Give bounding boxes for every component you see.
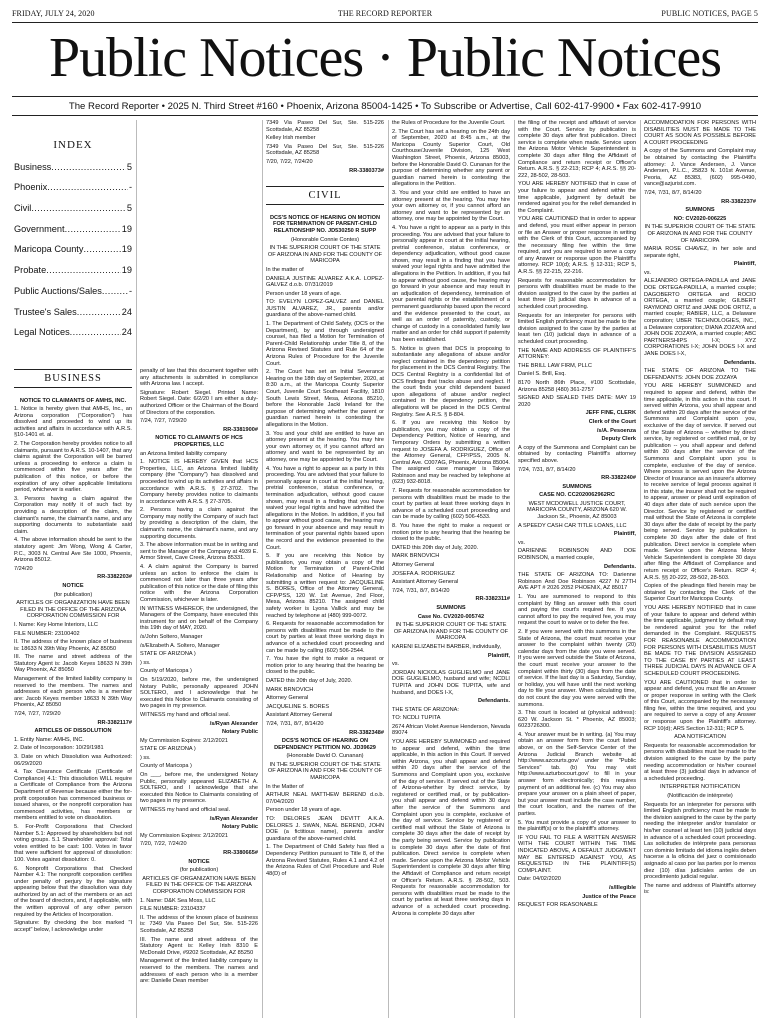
notice-paragraph: Management of the limited liability company is reserved to the members. The names and addresses of each person who is a member are: Danielle Dean member: [140, 958, 258, 985]
notice-reference: Plaintiff,: [487, 652, 510, 659]
notice-heading: SUMMONS: [685, 207, 715, 214]
notice-paragraph: REQUEST FOR REASONABLE: [518, 902, 598, 909]
notice-paragraph: IN THE SUPERIOR COURT OF THE STATE OF ARIZONA IN AND FOR THE COUNTY OF MARICOPA: [393, 622, 509, 642]
notice-paragraph: (Notificación de intérprete): [667, 793, 733, 799]
notice-reference: RR-3380373#: [349, 167, 384, 174]
notice-paragraph: YOU ARE HEREBY NOTIFIED that in case of your failure to appear and defend within the time applicable, judgment by default be rendered against you for the relief demanded in the Complaint.: [518, 181, 636, 214]
notice-paragraph: YOU ARE HEREBY NOTIFIED that in case of your failure to appear and defend within the time applicable, judgment by default may be rendered against you for the relief demanded in the Complaint. REQUESTS FOR REASONABLE ACCOMMODATION FOR PERSONS WITH DISABILITIES MUST BE MADE TO THE DIVISION ASSIGNED TO THE CASE BY PARTIES AT LEAST THREE JUDICIAL DAYS IN ADVANCE OF A SCHEDULED COURT PROCEEDING.: [644, 604, 756, 677]
column-2: [140, 120, 258, 1018]
index-page: 5: [126, 161, 132, 172]
notice-paragraph: ) ss.: [140, 659, 151, 666]
notice-paragraph: THE NAME AND ADDRESS OF PLAINTIFF'S ATTORNEY:: [518, 347, 636, 361]
column-divider: [388, 120, 389, 1018]
notice-paragraph: 2. The Court has set a hearing on the 24th day of September, 2020 at 8:45 a.m., at the Maricopa County Superior Court, Old Courthouse/Juvenile Division, 125 West Washington Street, Phoenix, Arizona 85003, before the Honorable David O. Cunanan for the purpose of determining whether any parent or guardian named herein is contesting the allegations in the Petition.: [392, 128, 510, 188]
index-leader: [77, 302, 121, 323]
notice-paragraph: 4. A claim against the Company is barred unless an action to enforce the claim is commenced not later than three years after publication of this notice or the date of filing this notice with the Arizona Corporation Commission, whichever is later.: [140, 564, 258, 603]
notice-reference: RR-3382240#: [601, 475, 636, 482]
top-header: [12, 9, 758, 23]
index-leader: [65, 219, 121, 240]
index-row: [14, 219, 132, 240]
index-label: Legal Notices: [14, 327, 70, 338]
index-label: Trustee's Sales: [14, 306, 77, 317]
notice-paragraph: IN THE SUPERIOR COURT OF THE STATE OF ARIZONA IN AND FOR THE COUNTY OF MARICOPA: [267, 245, 383, 265]
notice-paragraph: THE STATE OF ARIZONA:: [392, 706, 459, 713]
notice-paragraph: 3. You and your child are entitled to have an attorney present at the hearing. You may hire your own attorney or, if you cannot afford an attorney and want to be represented by an attorney, one may be appointed by the Court.: [392, 189, 510, 223]
column-divider: [514, 120, 515, 1018]
notice-paragraph: Copies of the pleadings filed herein may be obtained by contacting the Clerk of the Superior Court for Maricopa County.: [644, 583, 756, 603]
masthead-title: Public Notices · Public Notices: [48, 27, 721, 89]
notice-paragraph: THE STATE OF ARIZONA TO THE DEFENDANTS: JOHN DOE ZOZAYA: [644, 368, 756, 381]
issue-date: FRIDAY, JULY 24, 2020: [12, 9, 95, 18]
notice-paragraph: 7/24, 7/27, 7/29/20: [140, 418, 187, 425]
notice-paragraph: 7. Requests for reasonable accommodation for persons with disabilities must be made to the court by parties at least three working days in advance of a scheduled court proceeding and can be made by calling (602) 506-4533.: [392, 488, 510, 521]
notice-reference: RR-3382348#: [349, 729, 384, 736]
notice-paragraph: 1. The Department of Child Safety has filed a Dependency Petition pursuant to Title 8, of the Arizona Revised Statutes, Rules 4.1 and 4.2 of the Arizona Rules of Civil Procedure and Rule 48(D) of: [266, 844, 384, 877]
notice-paragraph: 4. You have a right to appear as a party in this proceeding. You are advised that your failure to personally appear in court at the initial hearing, pretrial conference, status conference, or termination adjudication, without good cause shown, may result in a finding that you have waived your legal rights and have admitted the allegations in the Motion. In addition, if you fail to appear without good cause, the hearing may go forward in your absence and may result in termination of your parental rights based upon the record and the evidence presented to the Court.: [266, 465, 384, 551]
index-label: Civil: [14, 203, 32, 213]
notice-paragraph: ALEJANDRO ORTEGA-PADILLA and JANE DOE ORTEGA-PADILLA, a married couple; DAGOBERTO ORTEGA and ROCIO ORTEGA, a married couple; GILBERT RAYMOND ORTIZ and JANE DOE ORTIZ, a married couple; RABIER, LLC, a Delaware corporation; UBER TECHNOLOGIES, INC., a Delaware corporation; DIANA ZOZAYA and JOHN DOE ZOZAYA, a married couple; ABC PARTNERSHIPS I-X; XYZ CORPORATIONS I-X; JOHN DOES I-X and JANE DOES I-X,: [644, 278, 756, 357]
notice-paragraph: On 5/19/2020, before me, the undersigned Notary Public, personally appeared JOHN SOLTERO, and I acknowledge that he executed this Notice to Claimants consisting of two pages in my presence.: [140, 676, 258, 710]
notice-paragraph: 2. Persons having a claim against the Company may notify the Company of such fact by providing a description of the claim, the claimant's name, the claimant's name, and any supporting documents.: [140, 507, 258, 540]
notice-paragraph: 3. The above information must be in writing and sent to the Manager of the Company at 4939 E. Armor Street, Cave Creek, Arizona 85331.: [140, 542, 258, 562]
notice-reference: RR-3382117#: [97, 719, 132, 726]
notice-heading: NO: CV2020-006225: [673, 215, 727, 222]
index-label: Public Auctions/Sales: [14, 285, 102, 296]
notice-heading: SUMMONS: [562, 483, 592, 490]
notice-paragraph: Requests for reasonable accommodation for persons with disabilities must be made to the division assigned to the case by the party needing accommodation or his/her counsel at least three (3) judicial days in advance of a scheduled proceeding.: [644, 742, 756, 782]
notice-paragraph: ARTHUR NEAL MATTHEW BEREND d.o.b. 07/04/2020: [266, 792, 384, 805]
notice-paragraph: 7/24, 7/31, 8/7, 8/14/20: [644, 189, 702, 196]
notice-paragraph: Attorney General: [392, 562, 435, 568]
notice-paragraph: (for publication): [53, 591, 93, 598]
notice-paragraph: JORDAN NICKOLAS GUGLIELMO and JANE DOE GUGLIELMO, husband and wife; NCDLI TUPITA and JOHN DOE TUPITA, wife and husband, and DOES I-X,: [392, 669, 510, 696]
notice-reference: /s/Ryan Alexander: [209, 720, 258, 727]
notice-paragraph: In the matter of: [266, 266, 304, 273]
notice-paragraph: Requests for an interpreter for persons with limited English proficiency must be made to the division assigned to the case by the parties at least ten (10) judicial days in advance of a scheduled court proceeding.: [518, 312, 636, 345]
notice-paragraph: II. The address of the known place of business is: 18633 N 39th Way Phoenix, AZ 85050: [14, 639, 132, 652]
notice-paragraph: TO: DELORES JEAN DEVITT A.K.A. DELORES J. SWAN, NEAL BEREND, JOHN DOE (a fictitious name), parents and/or guardians of the above-named child.: [266, 816, 384, 842]
notice-paragraph: A copy of the Summons and Complaint may be obtained by contacting the Plaintiff's attorney: J. Vance Andersen, J. Vance Andersen, P.L.C., 25823 N. 101st Avenue, Peoria, AZ 85383, (602) 995-0490, vance@azjurist.com.: [644, 148, 756, 188]
notice-paragraph: MARIA ROSE CHAVEZ, in her sole and separate right,: [644, 246, 756, 259]
notice-reference: RR-3382237#: [721, 198, 756, 205]
notice-heading: NOTICE TO CLAIMANTS OF AMHS, INC.: [19, 397, 127, 404]
notice-reference: Defendants.: [723, 359, 756, 366]
notice-paragraph: 2674 African Violet Avenue Henderson, Nevada 89074: [392, 723, 510, 737]
notice-paragraph: WITNESS my hand and official seal.: [140, 807, 231, 814]
column-1-text: [14, 398, 132, 934]
notice-paragraph: (Honorable Connie Contes): [290, 236, 360, 243]
notice-paragraph: DANIELA JUSTINE ALVAREZ A.K.A. LOPEZ-GALVEZ d.o.b. 07/31/2019: [266, 275, 384, 289]
index-leader: [102, 281, 128, 302]
notice-paragraph: 7/20, 7/22, 7/24/20: [266, 158, 313, 165]
notice-paragraph: 8. You have the right to make a request or motion prior to any hearing that the hearing be closed to the public.: [392, 523, 510, 543]
masthead-rule-top: [12, 96, 758, 97]
index-row: [14, 239, 132, 260]
notice-paragraph: WEST MCDOWELL JUSTICE COURT, MARICOPA COUNTY, ARIZONA 620 W. Jackson St., Phoenix, AZ 85003: [527, 500, 627, 521]
column-3-text: [266, 215, 384, 878]
notice-paragraph: In the Matter of: [266, 783, 304, 790]
column-divider: [262, 120, 263, 1018]
notice-paragraph: A SPEEDY CASH CAR TITLE LOANS, LLC: [518, 522, 627, 529]
index-page: 19: [121, 223, 132, 234]
notice-paragraph: /s/Elizabeth A. Soltero, Manager: [140, 642, 220, 649]
index-row: [14, 281, 132, 302]
notice-paragraph: ARTICLES OF ORGANIZATION HAVE BEEN FILED IN THE OFFICE OF THE ARIZONA CORPORATION COMMISSION FOR: [142, 875, 256, 895]
notice-paragraph: FILE NUMBER: 23104337: [140, 906, 206, 913]
notice-paragraph: penalty of law that this document together with any attachments is submitted in compliance with Arizona law. I accept.: [140, 368, 258, 388]
notice-heading: DCS'S NOTICE OF HEARING ON MOTION FOR TERMINATION OF PARENT-CHILD RELATIONSHIP NO. JD530250 R SUPP: [269, 214, 381, 234]
notice-paragraph: INTERPRETER NOTIFICATION: [659, 784, 741, 791]
notice-paragraph: III. The name and street address of the Statutory Agent is: Kelley Irish 8310 E McDonald Drive, #9202 Scottsdale, AZ 85250: [140, 936, 258, 956]
notice-paragraph: 6. If you are receiving this Notice by publication, you may obtain a copy of the Dependency Petition, Notice of Hearing, and Temporary Orders by submitting a written request to JOSEFA A. RODRIGUEZ, Office of the Attorney General, CFP/PSS, 2005 N. Central Ave. C007AG, Phoenix, Arizona 85004. The assigned case manager is Takeya Robinson and may be reached by telephone at (623) 932-8018.: [392, 420, 510, 486]
notice-paragraph: Management of the limited liability company is reserved to the members. The names and addresses of each person who is a member are: Jacob Keyes member 18633 N 39th Way Phoenix, AZ 85050: [14, 676, 132, 709]
notice-paragraph: Requests for reasonable accommodation for persons with disabilities must be made to the division assigned to the case by the parties at least three (3) judicial days in advance of a scheduled court proceeding.: [518, 277, 636, 311]
notice-paragraph: I. Name: Key Home Interiors, LLC: [14, 621, 98, 628]
index-title: INDEX: [53, 139, 93, 151]
notice-paragraph: MARK BRNOVICH: [266, 686, 314, 693]
notice-heading: NOTICE: [188, 858, 210, 865]
section-business: BUSINESS: [14, 369, 132, 388]
notice-paragraph: Attorney General: [266, 695, 309, 702]
notice-paragraph: (Honorable David O. Cunanan): [286, 753, 364, 760]
notice-paragraph: 1. NOTICE IS HEREBY GIVEN that HCS Properties, LLC, an Arizona limited liability company (the "Company") has dissolved and proceeded to wind up its activities and affairs in accordance with A.R.S. § 27-3702. The Company hereby provides notice to claimants in accordance with A.R.S. § 27-3705.: [140, 459, 258, 505]
notice-reference: RR-3381900#: [223, 426, 258, 433]
notice-paragraph: The name and address of Plaintiff's attorney is:: [644, 882, 756, 896]
notice-paragraph: ARTICLES OF ORGANIZATION HAVE BEEN FILED IN THE OFFICE OF THE ARIZONA CORPORATION COMMISSION FOR: [16, 600, 130, 620]
notice-paragraph: KARENI ELIZABETH BARBER, individually,: [392, 643, 502, 650]
notice-paragraph: 2. Date of Incorporation: 10/29/1981: [14, 745, 104, 752]
contact-strip: The Record Reporter • 2025 N. Third Street #160 • Phoenix, Arizona 85004-1425 • To Subscribe or Advertise, Call 602-417-9900 • Fax 602-417-9910: [68, 101, 702, 112]
index-leader: [51, 157, 126, 178]
notice-paragraph: vs.: [644, 269, 652, 276]
index-label: Government: [14, 223, 65, 234]
index-label: Business: [14, 161, 52, 172]
notice-reference: Notary Public: [221, 824, 258, 831]
notice-paragraph: 1. You are summoned to respond to this complaint by filing an answer with this court and paying the court's required fee. If you cannot afford to pay the required fee, you may request the court to waive or to defer the fee.: [518, 594, 636, 627]
index-list: [14, 157, 132, 343]
notice-paragraph: STATE OF ARIZONA ): [140, 651, 196, 658]
notice-paragraph: Assistant Attorney General: [392, 579, 459, 586]
notice-paragraph: 7349 Via Paseo Del Sur, Ste. 515-226 Scottsdale, AZ 85258: [266, 143, 384, 157]
notice-paragraph: II. The address of the known place of business is: 7349 Via Paseo Del Sur, Ste. 515-226 Scottsdale, AZ 85258: [140, 914, 258, 934]
notice-paragraph: 2. The Court has set an Initial Severance Hearing on the 18th day of September, 2020, at 8:30 a.m., at the Maricopa County Superior Court, Juvenile Court Southeast Facility, 1810 South Lewis Street, Mesa, Arizona 85210, before the Honorable Jacki Ireland for the purpose of determining whether the parent or guardian named herein is contesting the allegations in the Motion.: [266, 369, 384, 428]
index-row: [14, 157, 132, 178]
notice-paragraph: THE BRILL LAW FIRM, PLLC: [518, 362, 592, 369]
notice-paragraph: My Commission Expires: 2/12/2021: [140, 737, 228, 744]
notice-reference: RR-3380665#: [223, 850, 258, 856]
column-divider: [136, 120, 137, 1018]
header-rule: [12, 22, 758, 23]
column-3-top-text: [266, 120, 384, 174]
notice-paragraph: an Arizona limited liability company: [140, 450, 227, 457]
index-label: Maricopa County: [14, 244, 84, 255]
index-label: Probate: [14, 265, 47, 276]
notice-reference: Justice of the Peace: [582, 893, 636, 900]
notice-reference: RR-3382311#: [475, 596, 510, 603]
notice-reference: Defendants.: [603, 563, 636, 570]
notice-paragraph: 7/24, 7/31, 8/7, 8/14/20: [392, 587, 450, 594]
notice-paragraph: 1. The Department of Child Safety, (DCS or the Department), by and through undersigned counsel, has filed a Motion for Termination of Parent-Child Relationship under Title 8, of the Arizona Revised Statutes and Rule 64 of the Arizona Rules of Procedure for the Juvenile Court.: [266, 321, 384, 367]
notice-paragraph: On ___, before me, the undersigned Notary Public, personally appeared ELIZABETH A. SOLTERO, and I acknowledge that she executed this Notice to Claimants consisting of two pages in my presence.: [140, 772, 258, 805]
notice-paragraph: WITNESS my hand and official seal.: [140, 711, 231, 718]
notice-reference: Deputy Clerk: [601, 436, 636, 443]
notice-paragraph: IN THE SUPERIOR COURT OF THE STATE OF ARIZONA IN AND FOR THE COUNTY OF MARICOPA: [267, 761, 383, 782]
notice-reference: /s/Ryan Alexander: [209, 815, 258, 822]
index-page: 24: [121, 306, 132, 317]
notice-paragraph: Person under 18 years of age.: [266, 290, 342, 297]
notice-paragraph: 7. You have the right to make a request or motion prior to any hearing that the hearing be closed to the public.: [266, 656, 384, 676]
notice-paragraph: /s/John Soltero, Manager: [140, 633, 203, 640]
notice-paragraph: IF YOU FAIL TO FILE A WRITTEN ANSWER WITH THE COURT WITHIN THE TIME INDICATED ABOVE, A DEFAULT JUDGMENT MAY BE ENTERED AGAINST YOU, AS REQUESTED IN THE PLAINTIFF(S) COMPLAINT.: [518, 834, 636, 874]
notice-paragraph: Signature: Robert Siegel. Printed Name: Robert Siegel. Date: 6/2/20 I am either a duly-authorized Officer or the Chairman of the Board of Directors of the corporation.: [140, 389, 258, 416]
notice-heading: DCS'S NOTICE OF HEARING ON DEPENDENCY PETITION NO. JD39629: [274, 738, 376, 751]
index-row: [14, 322, 132, 343]
notice-paragraph: Daniel S. Brill, Esq.: [518, 371, 566, 378]
column-5: [518, 120, 636, 1018]
notice-paragraph: DATED this 20th day of July, 2020.: [392, 544, 479, 551]
notice-heading: NOTICE: [62, 582, 84, 589]
notice-reference: /s/A. Pesoenza: [596, 427, 636, 434]
notice-reference: Defendants.: [477, 698, 510, 705]
notice-paragraph: III. The name and street address of the Statutory Agent is: Jacob Keyes 18633 N 39th Way Phoenix, AZ 85050: [14, 654, 132, 674]
notice-paragraph: MARK BRNOVICH: [392, 553, 440, 560]
notice-paragraph: the filing of the receipt and affidavit of service with the Court. Service by publication is complete 30 days after first publication. Direct service is complete when made. Service upon the Arizona Motor Vehicle Superintendent is complete 30 days after filing the Affidavit of Compliance and return receipt or Officer's Return. A.R.S. § 22-213; RCP 4; A.R.S. §§ 20-222, 28-502, 28-503.: [518, 120, 636, 179]
notice-paragraph: SIGNED AND SEALED THIS DATE: MAY 19 2020: [518, 395, 636, 408]
notice-reference: Plaintiff,: [613, 531, 636, 538]
index-page: 19: [121, 265, 132, 276]
index-row: [14, 302, 132, 323]
notice-paragraph: 1. Entity Name: AMHS, INC.: [14, 736, 84, 743]
index-label: Phoenix: [14, 182, 48, 193]
notice-reference: Notary Public: [221, 729, 258, 736]
column-2-text: [140, 368, 258, 985]
notice-paragraph: (for publication): [179, 867, 219, 874]
column-6: [644, 120, 756, 1018]
notice-paragraph: 7/24/20: [14, 565, 33, 572]
notice-paragraph: 3. Date on which Dissolution was Authorized: 06/29/2020: [14, 754, 132, 767]
notice-heading: Case No. CV2020-005742: [417, 613, 485, 620]
column-3: [266, 120, 384, 1018]
notice-paragraph: THE STATE OF ARIZONA TO: Darienne Robinson And Doe Robinson 4227 N 27TH AVE APT # 2026 2052 PHOENIX, AZ 85017: [518, 572, 636, 592]
notice-paragraph: 7/24, 7/31, 8/7, 8/14/20: [518, 466, 576, 473]
notice-paragraph: YOU ARE HEREBY SUMMONED and required to appear and defend, within the time applicable, in this action in this court. If served within Arizona, you shall appear and defend within 20 days after the service of the Summons and Complaint upon you, exclusive of the day of service. If served out of the State of Arizona -- whether by direct service, by registered or certified mail, or by publication -- you shall appear and defend within 30 days after the service of the Summons and Complaint upon you is complete, exclusive of the day of service. Where process is served upon the Arizona Director of Insurance as an insurer's attorney to receive service of legal process against it in this state, the insurer shall not be required to appear, answer or plead until expiration of 40 days after date of such service upon the Director. Service by registered or certified mail without the State of Arizona is complete 30 days after the date of receipt by the party being served. Service by publication is complete 30 days after the date of first publication. Direct service is complete when made. Service upon the Arizona Motor Vehicle Superintendent is complete 30 days after filing the Affidavit of Compliance and return receipt or Officer's Return. RCP 4; A.R.S. §§ 20-222, 28-502, 28-503.: [644, 383, 756, 581]
notice-paragraph: 5. If you are receiving this Notice by publication, you may obtain a copy of the Motion for Termination of Parent-Child Relationship and Notice of Hearing by submitting a written request to: JACQUELINE S. BORES, Office of the Attorney General, CFP/PSS, 120 W. 1st Avenue, 2nd Floor, Mesa, Arizona 85210. The assigned child safety worker is Lyona Vallick and may be reached by telephone at (480) 999-0072.: [266, 553, 384, 619]
notice-paragraph: TO: EVELYN LOPEZ-GALVEZ and DANIEL JUSTIN ALVAREZ, JR., parents and/or guardians of the above-named child.: [266, 299, 384, 319]
notice-heading: NOTICE TO CLAIMANTS OF HCS PROPERTIES, LLC: [155, 435, 243, 448]
notice-paragraph: 3. Persons having a claim against the Corporation may notify it of such fact by providing a description of the claim, the claimant's name, the claimant's name, and any supporting documents to substantiate said claim.: [14, 495, 132, 535]
notice-paragraph: 7/24, 7/31, 8/7, 8/14/20: [266, 720, 324, 727]
column-4: [392, 120, 510, 1018]
notice-paragraph: 1. Notice is hereby given that AMHS, Inc., an Arizona corporation ("Corporation") has dissolved and proceeded to wind up its activities and affairs in accordance with A.R.S. §10-1401 et. al.: [14, 406, 132, 439]
notice-paragraph: ) ss.: [140, 754, 151, 761]
notice-reference: Clerk of the Court: [588, 418, 636, 425]
index-leader: [46, 260, 121, 281]
notice-paragraph: STATE OF ARIZONA ): [140, 746, 196, 753]
notice-paragraph: Signature: By checking the box marked "I accept" below, I acknowledge under: [14, 920, 132, 933]
notice-paragraph: Person under 18 years of age.: [266, 807, 342, 814]
notice-reference: /s/Illegible: [608, 884, 636, 891]
notice-paragraph: ACCOMMODATION FOR PERSONS WITH DISABILITIES MUST BE MADE TO THE COURT AS SOON AS POSSIBLE BEFORE A COURT PROCEEDING: [644, 120, 756, 146]
notice-paragraph: YOU ARE HEREBY SUMMONED and required to appear and defend, within the time applicable, in this action in this Court. If served within Arizona, you shall appear and defend within 20 days after the service of the Summons and Complaint upon you, exclusive of the day of service. If served out of the State of Arizona-whether by direct service, by registered or certified mail, or by publication-you shall appear and defend within 30 days after the service of the Summons and Complaint upon you is complete, exclusive of the day of service. Service by registered or certified mail without the State of Arizona is complete 30 days after the date of receipt by the party being served. Service by publication is complete 30 days after the date of first publication. Direct service is complete when made. Service upon the Arizona Motor Vehicle Superintendent is complete 30 days after filing the Affidavit of Compliance and return receipt or Officer's Return. A.R.S. § 28-502, 503. Requests for reasonable accommodation for persons with disabilities must be made to the court by parties at least three working days in advance of a scheduled court proceeding. Arizona is complete 30 days after: [392, 739, 510, 917]
notice-reference: Plaintiff,: [733, 261, 756, 268]
masthead-rule-bottom: [12, 115, 758, 116]
notice-paragraph: Date: 04/02/2020: [518, 876, 561, 883]
notice-paragraph: ADA NOTIFICATION: [674, 734, 726, 741]
notice-paragraph: YOU ARE CAUTIONED that in order to appear and defend, you must file an Answer or proper response in writing with the Clerk of this Court, accompanied by the necessary filing fee, within the time required, and you are required to serve a copy of any Answer or response upon the Plaintiff's attorney. RCP 10(d); ARS Section 12-311; RCP 5.: [644, 679, 756, 732]
column-4-text: [392, 120, 510, 917]
notice-paragraph: IN WITNESS WHEREOF, the undersigned, the Managers of the Company, have executed this instrument for and on behalf of the Company this 19th day of MAY, 2020.: [140, 605, 258, 632]
section-civil: CIVIL: [266, 186, 384, 205]
notice-paragraph: A copy of the Summons and Complaint can be obtained by contacting Plaintiff's attorney specified above.: [518, 444, 636, 464]
notice-paragraph: YOU ARE CAUTIONED that in order to appear and defend, you must either appear in person or file an Answer or proper response in writing with the Clerk of this Court, accompanied by the necessary filing fee within the time required, and you are required to serve a copy of any Answer or response upon the Plaintiff's attorney. RCP 10(d); A.R.S. § 12-311; RCP 5, A.R.S. §§ 22-215, 22-216.: [518, 216, 636, 276]
column-divider: [640, 120, 641, 1018]
notice-paragraph: 3. This court is located at (physical address): 620 W. Jackson St. * Phoenix, AZ 85003; 6023726300.: [518, 710, 636, 730]
notice-paragraph: JOSEFA A. RODRIGUEZ: [392, 570, 455, 577]
notice-paragraph: 4. Your answer must be in writing. (a) You may obtain an answer form from the court listed above, or on the Self-Service Center of the Arizona Judicial Branch website at http://www.azcourts.gov/ under the "Public Services" tab. (b) You may visit http://www.azturbocourt.gov/ to fill in your answer form electronically; this requires payment of an additional fee. (c) You may also prepare your answer on a plain sheet of paper, but your answer must include the case number, the court location, and the names of the parties.: [518, 731, 636, 817]
notice-paragraph: IN THE SUPERIOR COURT OF THE STATE OF ARIZONA IN AND FOR THE COUNTY OF MARICOPA: [644, 224, 756, 244]
notice-paragraph: Kelley Irish member: [266, 135, 316, 142]
notice-reference: JEFF FINE, CLERK: [585, 410, 636, 417]
paper-name: THE RECORD REPORTER: [337, 9, 433, 18]
index-page: 24: [121, 327, 132, 338]
index-page: 5: [126, 203, 132, 213]
notice-paragraph: 1. Name: D&K Sea Moss, LLC: [140, 897, 216, 904]
index-leader: [83, 239, 120, 260]
notice-heading: ARTICLES OF DISSOLUTION: [34, 728, 112, 735]
column-5-text: [518, 120, 636, 909]
notice-paragraph: 7349 Via Paseo Del Sur, Ste. 515-226 Scottsdale, AZ 85258: [266, 120, 384, 133]
notice-paragraph: My Commission Expires: 2/12/2021: [140, 832, 228, 839]
index-leader: [47, 177, 128, 198]
notice-paragraph: 5. For-Profit Corporations that Checked Number 5.1: Approved by shareholders but not voting groups. 5.1 Shareholder approval: Total votes entitled to be cast: 100. Votes in favor that were sufficient for approval of dissolution: 100. Votes against dissolution: 0.: [14, 823, 132, 863]
notice-paragraph: FILE NUMBER: 23100402: [14, 630, 80, 637]
column-6-text: [644, 120, 756, 896]
notice-paragraph: County of Maricopa ): [140, 763, 192, 770]
notice-paragraph: 6. Nonprofit Corporations that Checked Number 4.1: The nonprofit corporation certifies under penalty of perjury by the signature appearing below that the dissolution was duly authorized by an act of the members or an act of the board of directors, and, if applicable, with the written approval of any other person required by the Articles of Incorporation.: [14, 865, 132, 918]
column-1: [14, 120, 132, 1018]
notice-paragraph: Assistant Attorney General: [266, 712, 333, 719]
index-leader: [70, 322, 121, 343]
notice-paragraph: TO: NCDLI TUPITA: [392, 715, 441, 722]
notice-paragraph: vs.: [392, 661, 400, 668]
notice-paragraph: 6. Requests for reasonable accommodation for persons with disabilities must be made to the court by parties at least three working days in advance of a scheduled court proceeding and can be made by calling (602) 506-2544.: [266, 621, 384, 654]
notice-paragraph: DATED this 20th day of July, 2020.: [266, 677, 353, 684]
notice-paragraph: 8170 North 86th Place, #100 Scottsdale, Arizona 85258 (480) 361-2757: [518, 379, 636, 393]
notice-paragraph: 3. You and your child are entitled to have an attorney present at the hearing. You may hire your own attorney or, if you cannot afford an attorney and want to be represented by an attorney, one may be appointed by the Court.: [266, 430, 384, 463]
notice-paragraph: 4. Tax Clearance Certificate (Certificate of Compliance) 4.1: This dissolution WILL require a Certificate of Compliance from the Arizona Department of Revenue because either the for-profit corporation has commenced business or issued shares, or the nonprofit corporation has commenced activities, has members or members entitled to vote on dissolution.: [14, 769, 132, 822]
index-page: -: [128, 182, 132, 193]
notice-paragraph: the Rules of Procedure for the Juvenile Court.: [392, 120, 506, 126]
notice-heading: CASE NO. CC2020062962RC: [539, 492, 615, 499]
index-row: [14, 198, 132, 219]
notice-paragraph: 7/20, 7/22, 7/24/20: [140, 841, 187, 848]
notice-paragraph: 5. You must provide a copy of your answer to the plaintiff(s) or to the plaintiff's attorney.: [518, 819, 636, 833]
index-row: [14, 260, 132, 281]
notice-paragraph: 4. The above information should be sent to the statutory agent: Jim Wong, Wong & Carter, P.C., 3003 N. Central Ave Ste 1000, Phoenix, Arizona 85012.: [14, 537, 132, 564]
notice-heading: SUMMONS: [436, 604, 466, 611]
notice-paragraph: 2. If you were served with this summons in the State of Arizona, the court must receive your answer to the complaint within twenty (20) calendar days from the date you were served. If you were served outside the State of Arizona, the court must receive your answer to the complaint within thirty (30) days from the date of service. If the last day is a Saturday, Sunday, or holiday, you will have until the next working day to file your answer. When calculating time, do not count the day you were served with the summons.: [518, 628, 636, 708]
notice-reference: RR-3382203#: [97, 574, 132, 581]
page-label: PUBLIC NOTICES, PAGE 5: [661, 9, 758, 18]
notice-paragraph: County of Maricopa ): [140, 668, 192, 675]
notice-paragraph: vs.: [518, 539, 526, 546]
notice-paragraph: JACQUELINE S. BORES: [266, 703, 330, 710]
index-row: [14, 177, 132, 198]
notice-paragraph: Requests for an interpreter for persons with limited English proficiency must be made to the division assigned to the case by the party needing the interpreter and/or translator or his/her counsel at least ten (10) judicial days in advance of a scheduled court proceeding. Las solicitudes de intérprete para personas con dominio limitado del idioma inglés deben hacerse a la oficina del juez o comisionado asignado al caso por las partes por lo menos diez (10) días judiciales antes de un procedimiento judicial regular.: [644, 801, 756, 881]
index-leader: [31, 198, 126, 219]
notice-paragraph: 7/24, 7/27, 7/29/20: [14, 711, 61, 718]
index-page: -: [128, 285, 132, 296]
notice-paragraph: 2. The Corporation hereby provides notice to all claimants, pursuant to A.R.S. 10-1407, that any claims against the Corporation will be barred unless a proceeding to enforce a claim is commenced within five years after the publication of this notice, or before the expiration of any other applicable limitations period, whichever is earlier.: [14, 441, 132, 494]
notice-paragraph: DARIENNE ROBINSON AND DOE ROBINSON, a married couple,: [518, 548, 636, 562]
notice-paragraph: 5. Notice is given that DCS is proposing to substantiate any allegations of abuse and/or neglect contained in the dependency petition for placement in the DCS Central Registry. The DCS Central Registry is a confidential list of DCS findings that tracks abuse and neglect. If the court finds your child dependent based upon allegations of abuse and/or neglect contained in the dependency petition, the allegations will be placed in the DCS Central Registry. See A.R.S. § 8-804.: [392, 345, 510, 418]
notice-paragraph: 4. You have a right to appear as a party in this proceeding. You are advised that your failure to personally appear in court at the initial hearing, pretrial conference, status conference, or dependency adjudication, without good cause shown, may result in a finding that you have waived your legal rights and have admitted the allegations in the Petition. In addition, if you fail to appear without good cause, the hearing may go forward in your absence and may result in an adjudication of dependency, termination of your parental rights or the establishment of a permanent guardianship based upon the record and the evidence presented to the court, as well as an order of paternity, custody, or change of custody in a consolidated family law matter and an order for child support if paternity has been established.: [392, 224, 510, 343]
index-page: 19: [121, 244, 132, 255]
